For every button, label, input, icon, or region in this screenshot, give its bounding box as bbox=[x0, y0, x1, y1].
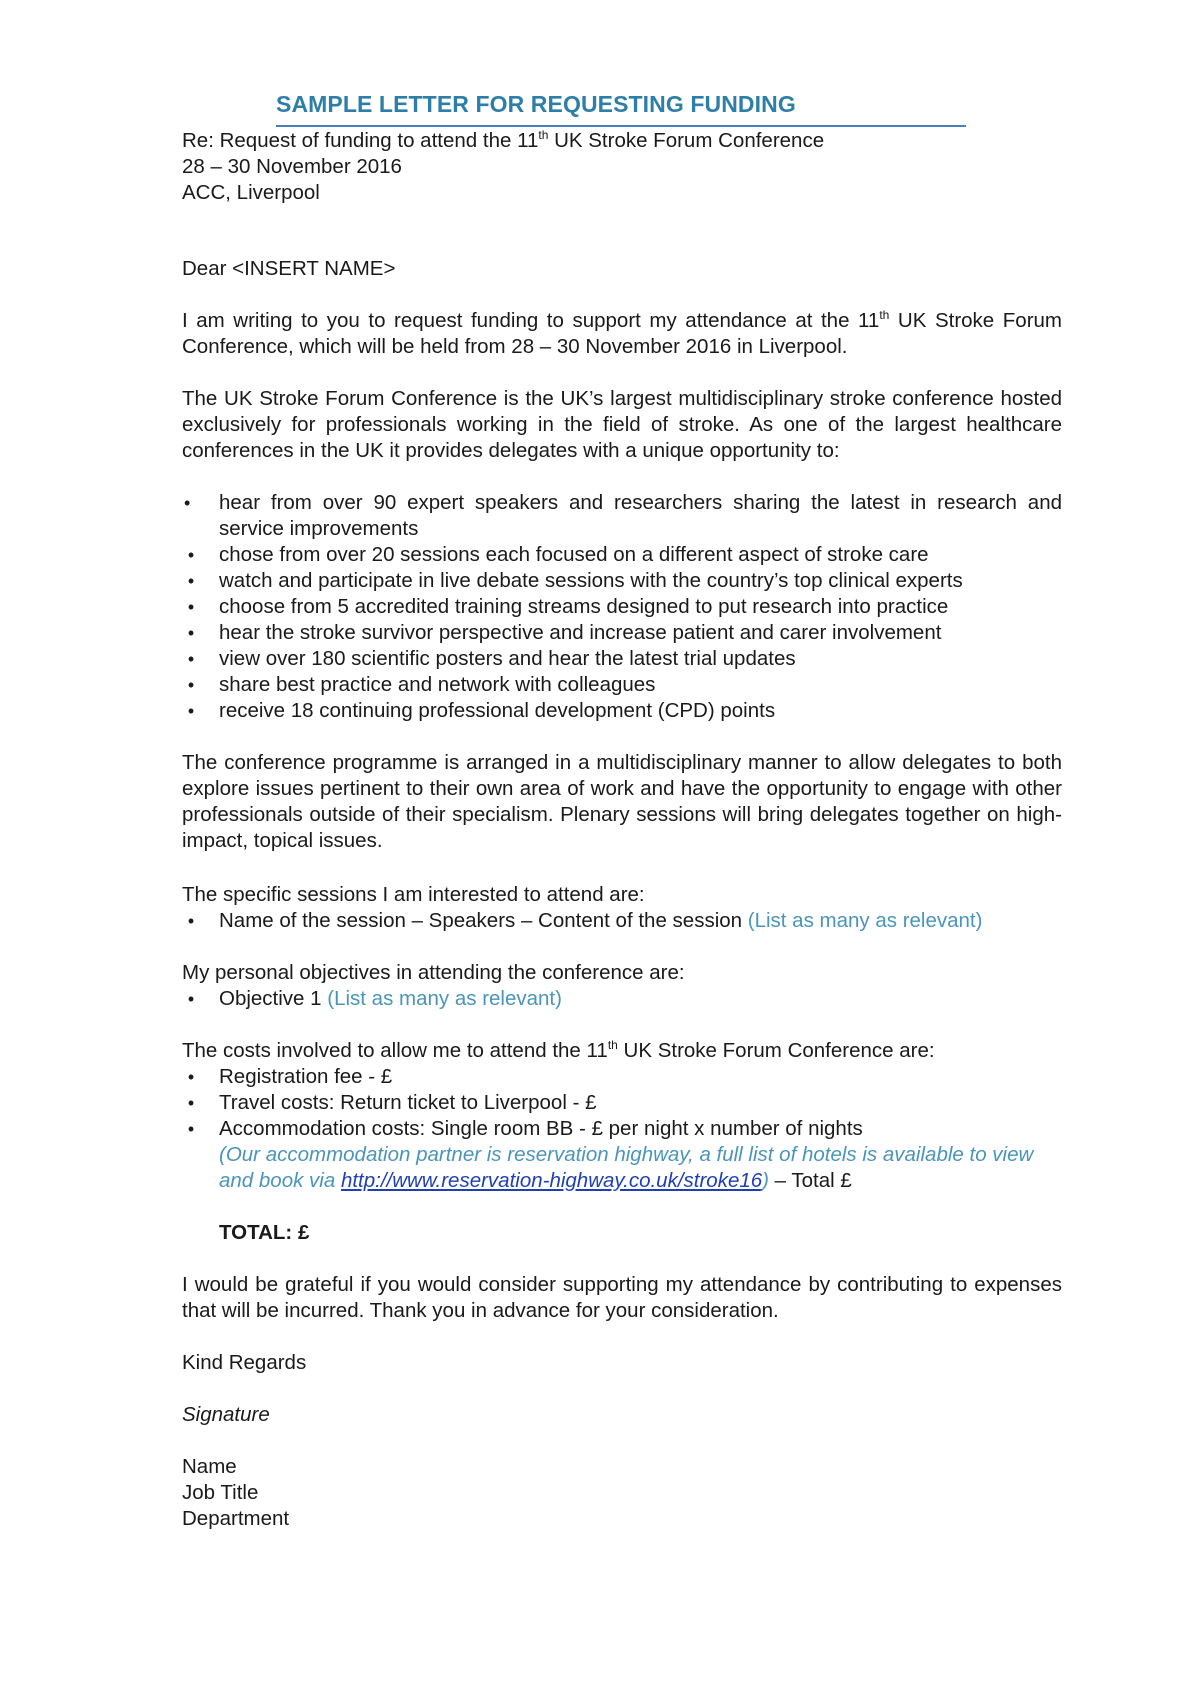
list-item: • receive 18 continuing professional development (CPD) points bbox=[182, 698, 1062, 724]
bullet-icon: • bbox=[187, 1119, 195, 1139]
document-title: SAMPLE LETTER FOR REQUESTING FUNDING bbox=[276, 91, 796, 117]
list-item: • hear the stroke survivor perspective and increase patient and carer involvement bbox=[182, 620, 1062, 646]
bullet-icon: • bbox=[187, 545, 195, 565]
costs-list bbox=[182, 1064, 1062, 1194]
kind-regards: Kind Regards bbox=[182, 1351, 307, 1374]
ordinal-suffix: th bbox=[607, 1038, 618, 1052]
list-item: • share best practice and network with colleagues bbox=[182, 672, 1062, 698]
title-block bbox=[276, 91, 966, 117]
signature-placeholder: Signature bbox=[182, 1403, 270, 1426]
list-item: • view over 180 scientific posters and hear the latest trial updates bbox=[182, 646, 1062, 672]
sessions-list bbox=[182, 908, 1062, 934]
reservation-link[interactable]: http://www.reservation-highway.co.uk/stroke16 bbox=[340, 1169, 763, 1192]
accommodation-total: – Total £ bbox=[768, 1169, 852, 1192]
intro-text: I am writing to you to request funding to support my attendance at the 11 bbox=[182, 309, 880, 332]
list-item: • Accommodation costs: Single room BB - £ per night x number of nights (Our accommodation partner is reservation highway, a full list of hotels is available to view and book via http://www.reservation-highway.co.uk/stroke16) – Total £ bbox=[182, 1116, 1062, 1194]
bullet-icon: • bbox=[187, 675, 195, 695]
bullet-icon: • bbox=[187, 649, 195, 669]
bullet-icon: • bbox=[187, 989, 195, 1009]
bullet-icon: • bbox=[187, 623, 195, 643]
placeholder-hint: (List as many as relevant) bbox=[747, 909, 983, 932]
sender-name: Name bbox=[182, 1455, 237, 1478]
ordinal-suffix: th bbox=[538, 128, 549, 142]
event-venue: ACC, Liverpool bbox=[182, 181, 320, 204]
bullet-icon: • bbox=[187, 597, 195, 617]
programme-paragraph: The conference programme is arranged in a multidisciplinary manner to allow delegates to both explore issues pertinent to their own area of work and have the opportunity to engage with other professionals outside of their specialism. Plenary sessions will bring delegates together on high-impact, topical issues. bbox=[182, 751, 1062, 852]
letter-body bbox=[182, 128, 1062, 1532]
benefits-list bbox=[182, 490, 1062, 724]
intro-paragraph bbox=[182, 308, 1062, 360]
accommodation-note-end: ) bbox=[762, 1169, 769, 1192]
conference-description: The UK Stroke Forum Conference is the UK’s largest multidisciplinary stroke conference hosted exclusively for professionals working in the field of stroke. As one of the largest healthcare conferences in the UK it provides delegates with a unique opportunity to: bbox=[182, 387, 1062, 462]
subject-event: UK Stroke Forum Conference bbox=[548, 129, 825, 152]
placeholder-hint: (List as many as relevant) bbox=[327, 987, 562, 1010]
sessions-intro: The specific sessions I am interested to attend are: bbox=[182, 883, 645, 906]
subject-line bbox=[182, 128, 1062, 154]
objectives-list bbox=[182, 986, 1062, 1012]
list-item: • Registration fee - £ bbox=[182, 1064, 1062, 1090]
bullet-icon: • bbox=[187, 1093, 195, 1113]
closing-paragraph: I would be grateful if you would consider supporting my attendance by contributing to expenses that will be incurred. Thank you in advance for your consideration. bbox=[182, 1273, 1062, 1322]
greeting: Dear <INSERT NAME> bbox=[182, 257, 396, 280]
bullet-icon: • bbox=[187, 701, 195, 721]
list-item: • chose from over 20 sessions each focused on a different aspect of stroke care bbox=[182, 542, 1062, 568]
accommodation-note: (Our accommodation partner is reservation highway, a full list of hotels is available to view and book via bbox=[219, 1143, 1034, 1192]
ordinal-suffix: th bbox=[879, 308, 890, 322]
objectives-intro: My personal objectives in attending the conference are: bbox=[182, 961, 685, 984]
bullet-icon: • bbox=[187, 1067, 195, 1087]
subject-text: Re: Request of funding to attend the 11 bbox=[182, 129, 539, 152]
list-item: • Name of the session – Speakers – Content of the session (List as many as relevant) bbox=[182, 908, 1062, 934]
list-item: • Objective 1 (List as many as relevant) bbox=[182, 986, 1062, 1012]
costs-intro: The costs involved to allow me to attend the 11th UK Stroke Forum Conference are: bbox=[182, 1038, 935, 1062]
intro-text-end: UK Stroke Forum Conference, which will be held from 28 – 30 November 2016 in Liverpool. bbox=[182, 309, 1062, 358]
list-item: • watch and participate in live debate sessions with the country’s top clinical experts bbox=[182, 568, 1062, 594]
bullet-icon: • bbox=[187, 571, 195, 591]
list-item: • hear from over 90 expert speakers and researchers sharing the latest in research and service improvements bbox=[184, 491, 1062, 540]
bullet-icon: • bbox=[187, 911, 195, 931]
title-underline bbox=[276, 125, 966, 127]
list-item: • Travel costs: Return ticket to Liverpool - £ bbox=[182, 1090, 1062, 1116]
total-cost: TOTAL: £ bbox=[219, 1221, 310, 1244]
list-item: • choose from 5 accredited training streams designed to put research into practice bbox=[182, 594, 1062, 620]
sender-department: Department bbox=[182, 1507, 290, 1530]
sender-job-title: Job Title bbox=[182, 1481, 259, 1504]
bullet-icon: • bbox=[184, 493, 191, 513]
event-dates: 28 – 30 November 2016 bbox=[182, 155, 402, 178]
